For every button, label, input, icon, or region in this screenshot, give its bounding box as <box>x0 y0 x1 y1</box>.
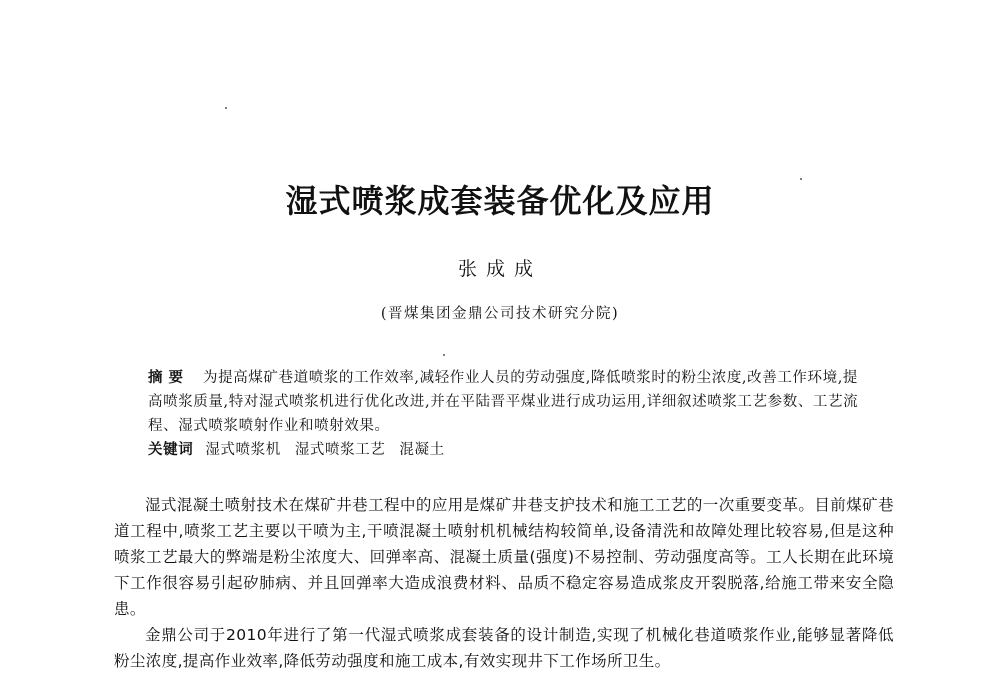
scan-speck <box>443 354 445 356</box>
abstract-text: 为提高煤矿巷道喷浆的工作效率,减轻作业人员的劳动强度,降低喷浆时的粉尘浓度,改善工作环境,提高喷浆质量,特对湿式喷浆机进行优化改进,并在平陆晋平煤业进行成功运用,详细叙述喷浆工艺参数、工艺流程、湿式喷浆喷射作业和喷射效果。 <box>148 370 859 434</box>
keyword-item: 湿式喷浆工艺 <box>294 442 386 458</box>
author-name: 张成成 <box>457 258 542 280</box>
paper-title: 湿式喷浆成套装备优化及应用 <box>285 182 715 220</box>
keyword-item: 湿式喷浆机 <box>205 442 281 458</box>
body-paragraph: 金鼎公司于2010年进行了第一代湿式喷浆成套装备的设计制造,实现了机械化巷道喷浆作业,能够显著降低粉尘浓度,提高作业效率,降低劳动强度和施工成本,有效实现井下工作场所卫生。 <box>114 626 894 670</box>
body-text <box>114 492 894 674</box>
keywords-label: 关键词 <box>148 442 194 458</box>
keyword-item: 混凝土 <box>399 442 445 458</box>
abstract-paragraph <box>148 366 868 438</box>
body-paragraph: 湿式混凝土喷射技术在煤矿井巷工程中的应用是煤矿井巷支护技术和施工工艺的一次重要变革。目前煤矿巷道工程中,喷浆工艺主要以干喷为主,干喷混凝土喷射机机械结构较简单,设备清洗和故障处理比较容易,但是这种喷浆工艺最大的弊端是粉尘浓度大、回弹率高、混凝土质量(强度)不易控制、劳动强度高等。工人长期在此环境下工作很容易引起矽肺病、并且回弹率大造成浪费材料、品质不稳定容易造成浆皮开裂脱落,给施工带来安全隐患。 <box>114 496 894 618</box>
scan-speck <box>225 107 227 109</box>
keywords-line <box>148 438 868 462</box>
author-affiliation: (晋煤集团金鼎公司技术研究分院) <box>380 306 620 322</box>
abstract-label: 摘要 <box>148 370 189 386</box>
abstract-block <box>148 366 868 462</box>
